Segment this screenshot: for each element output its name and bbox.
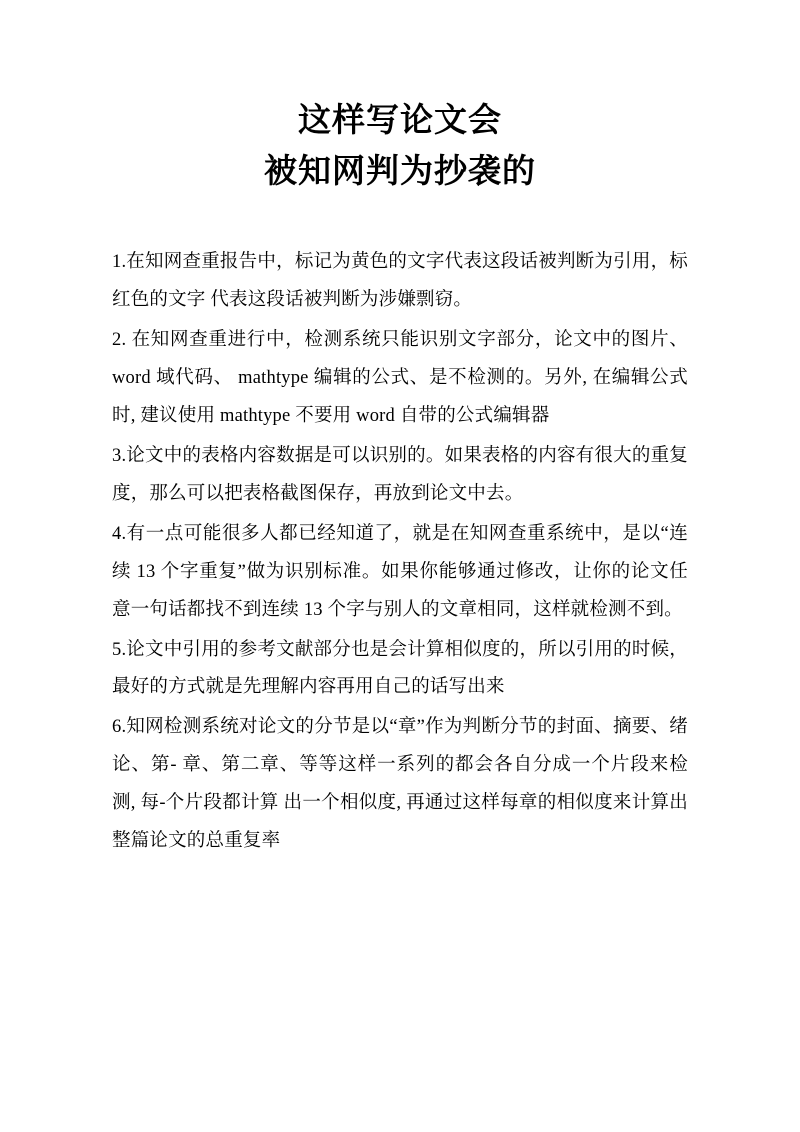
paragraph-4: 4.有一点可能很多人都已经知道了，就是在知网查重系统中，是以“连续 13 个字重复”做为识别标准。如果你能够通过修改，让你的论文任意一句话都找不到连续 13 个字与别人的文章相同，这样就检测不到。 xyxy=(112,523,688,620)
paragraph-1: 1.在知网查重报告中，标记为黄色的文字代表这段话被判断为引用，标红色的文字 代表这段话被判断为涉嫌剽窃。 xyxy=(112,252,688,311)
page-title-line-2: 被知网判为抄袭的 xyxy=(264,154,536,191)
paragraph-6: 6.知网检测系统对论文的分节是以“章”作为判断分节的封面、摘要、绪论、第- 章、第二章、等等这样一系列的都会各自分成一个片段来检测, 每-个片段都计算 出一个相似度, 再通过这样每章的相似度来计算出整篇论文的总重复率 xyxy=(112,717,688,852)
paragraph-2: 2. 在知网查重进行中，检测系统只能识别文字部分，论文中的图片、word 域代码、 mathtype 编辑的公式、是不检测的。另外, 在编辑公式时, 建议使用 mathtype 不要用 word 自带的公式编辑器 xyxy=(112,330,688,426)
paragraph-5: 5.论文中引用的参考文献部分也是会计算相似度的，所以引用的时候，最好的方式就是先理解内容再用自己的话写出来 xyxy=(112,639,688,698)
document-body xyxy=(112,244,688,861)
page-title xyxy=(112,96,688,198)
page-title-line-1: 这样写论文会 xyxy=(298,103,502,139)
paragraph-3: 3.论文中的表格内容数据是可以识别的。如果表格的内容有很大的重复度，那么可以把表格截图保存，再放到论文中去。 xyxy=(112,445,688,504)
